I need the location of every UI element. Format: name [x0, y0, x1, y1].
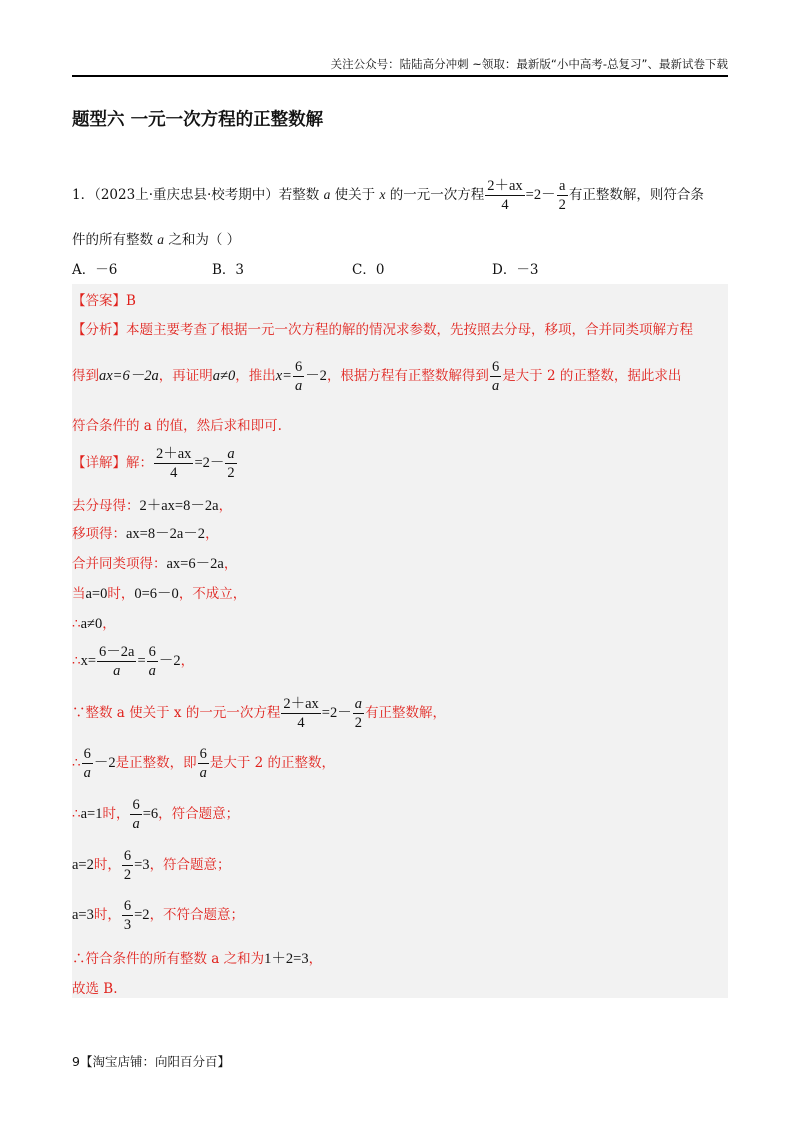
step-label: 去分母得：: [72, 498, 140, 514]
fraction: $\frac{6}{a}$: [132, 797, 140, 832]
fraction: $\frac{6}{a}$: [294, 359, 303, 394]
step-text: 时，: [93, 907, 121, 923]
analysis-line-1: [72, 318, 693, 338]
equation: 1＋2=3: [264, 951, 309, 967]
step-text: 当: [72, 586, 86, 602]
step-text: 时，: [107, 586, 135, 602]
var-a: a: [323, 187, 331, 202]
equation: a≠0: [212, 368, 236, 384]
step-text: 有正整数解，: [364, 705, 446, 721]
analysis-label: 【分析】: [72, 322, 126, 338]
fraction: $\frac{6}{a}$: [491, 359, 500, 394]
step-text: ，符合题意；: [158, 806, 240, 822]
equation-part: =2－: [525, 187, 556, 203]
fraction: $\frac{a}{2}$: [227, 446, 235, 481]
fraction: $\frac{6}{a}$: [83, 746, 91, 781]
step-text: ∴符合条件的所有整数 a 之和为: [72, 951, 265, 967]
question-line-2: [72, 228, 240, 248]
option-d: D．－3: [492, 262, 539, 278]
analysis-text: ，再证明: [158, 368, 213, 384]
therefore-symbol: ∴: [72, 806, 81, 822]
step-text: ∵整数 a 使关于 x 的一元一次方程: [72, 705, 281, 721]
sum-line: [72, 947, 322, 968]
fraction: $\frac{2+ax}{4}$: [156, 446, 192, 481]
fraction: $\frac{6-2a}{a}$: [99, 644, 135, 679]
step-3: [72, 552, 237, 573]
equation: a=1: [80, 806, 103, 822]
step-text: ，符合题意；: [149, 857, 231, 873]
therefore-symbol: ∴: [72, 755, 81, 771]
step-text: ，不符合题意；: [149, 907, 245, 923]
final-line: 故选 B.: [72, 981, 118, 997]
fraction: $\frac{6}{a}$: [148, 644, 156, 679]
equation: －2: [93, 755, 116, 771]
option-a: A．－6: [72, 262, 118, 278]
equation: =2－: [321, 705, 352, 721]
step-6: [72, 644, 194, 679]
detail-label: 【详解】解：: [72, 455, 153, 471]
punct: ，: [308, 951, 323, 967]
question-text: 之和为（ ）: [168, 232, 241, 248]
fraction: $\frac{2+ax}{4}$: [283, 696, 319, 731]
fraction: $\frac{6}{3}$: [123, 898, 132, 933]
question-text: 有正整数解，则符合条: [568, 187, 704, 203]
var-x: x: [379, 187, 386, 202]
analysis-text: ，推出: [235, 368, 276, 384]
punct: ，: [180, 653, 195, 669]
header-text: 关注公众号：陆陆高分冲刺 ~领取：最新版“小中高考-总复习”、最新试卷下载: [330, 57, 728, 71]
therefore-symbol: ∴: [72, 616, 81, 632]
analysis-text: 是大于 2 的正整数，据此求出: [502, 368, 682, 384]
step-4: [72, 582, 246, 603]
page-footer: 9【淘宝店铺：向阳百分百】: [72, 1054, 230, 1069]
fraction: $\frac{a}{2}$: [354, 696, 362, 731]
var-a: a: [157, 232, 165, 247]
answer-line: 【答案】B: [72, 293, 136, 309]
step-7: [72, 696, 446, 731]
equation: =2: [134, 907, 150, 923]
question-line-1: [72, 178, 704, 213]
fraction: $\frac{a}{2}$: [558, 178, 566, 213]
equation: =6: [142, 806, 159, 822]
equation: a=0: [85, 586, 108, 602]
equation: ax=6－2a: [99, 368, 159, 384]
case-3: [72, 898, 244, 933]
equation: =2－: [194, 455, 225, 471]
fraction: $\frac{6}{2}$: [123, 848, 132, 883]
options-row: [72, 258, 728, 276]
equation: ax=6－2a: [166, 556, 224, 572]
equation: ax=8－2a－2: [126, 526, 206, 542]
analysis-text: ，根据方程有正整数解得到: [326, 368, 489, 384]
punct: ，: [205, 526, 219, 542]
equation: －2: [158, 653, 181, 669]
step-8: [72, 746, 335, 781]
fraction: $\frac{6}{a}$: [199, 746, 207, 781]
equation: a≠0: [80, 616, 103, 632]
step-text: 是大于 2 的正整数，: [209, 755, 336, 771]
analysis-text: 得到: [72, 368, 99, 384]
question-text: 使关于: [334, 187, 376, 203]
step-2: [72, 522, 219, 543]
analysis-text: 本题主要考查了根据一元一次方程的解的情况求参数，先按照去分母，移项，合并同类项解方程: [126, 322, 693, 338]
case-2: [72, 848, 231, 883]
section-title: 题型六 一元一次方程的正整数解: [72, 110, 324, 130]
punct: ，: [218, 498, 233, 514]
option-c: C．0: [352, 262, 385, 278]
step-5: [72, 612, 116, 633]
equation: 2＋ax=8－2a: [139, 498, 219, 514]
equation: x=: [275, 368, 292, 384]
step-text: 时，: [102, 806, 130, 822]
fraction: $\frac{2+ax}{4}$: [487, 178, 523, 213]
equation: a=2: [72, 857, 94, 873]
equation: a=3: [72, 907, 94, 923]
step-label: 合并同类项得：: [72, 556, 167, 572]
therefore-symbol: ∴: [72, 653, 81, 669]
detail-line: [72, 446, 238, 481]
equation: x=: [80, 653, 97, 669]
question-text: 件的所有整数: [72, 232, 153, 248]
step-text: 是正整数，即: [115, 755, 197, 771]
option-b: B．3: [212, 262, 245, 278]
analysis-line-2: [72, 359, 681, 394]
equation: =: [137, 653, 146, 669]
question-number: 1．: [72, 187, 95, 203]
question-source: （2023上·重庆忠县·校考期中）: [94, 187, 279, 203]
step-text: ，不成立，: [178, 586, 247, 602]
punct: ，: [223, 556, 238, 572]
page-header: [72, 55, 728, 77]
step-label: 移项得：: [72, 526, 126, 542]
analysis-line-3: 符合条件的 a 的值，然后求和即可.: [72, 418, 282, 434]
case-1: [72, 797, 239, 832]
equation: －2: [305, 368, 327, 384]
punct: ，: [102, 616, 116, 632]
question-text: 的一元一次方程: [389, 187, 485, 203]
step-1: [72, 494, 232, 515]
equation: =3: [134, 857, 150, 873]
equation: 0=6－0: [134, 586, 179, 602]
step-text: 时，: [93, 857, 121, 873]
question-text: 若整数: [278, 187, 320, 203]
